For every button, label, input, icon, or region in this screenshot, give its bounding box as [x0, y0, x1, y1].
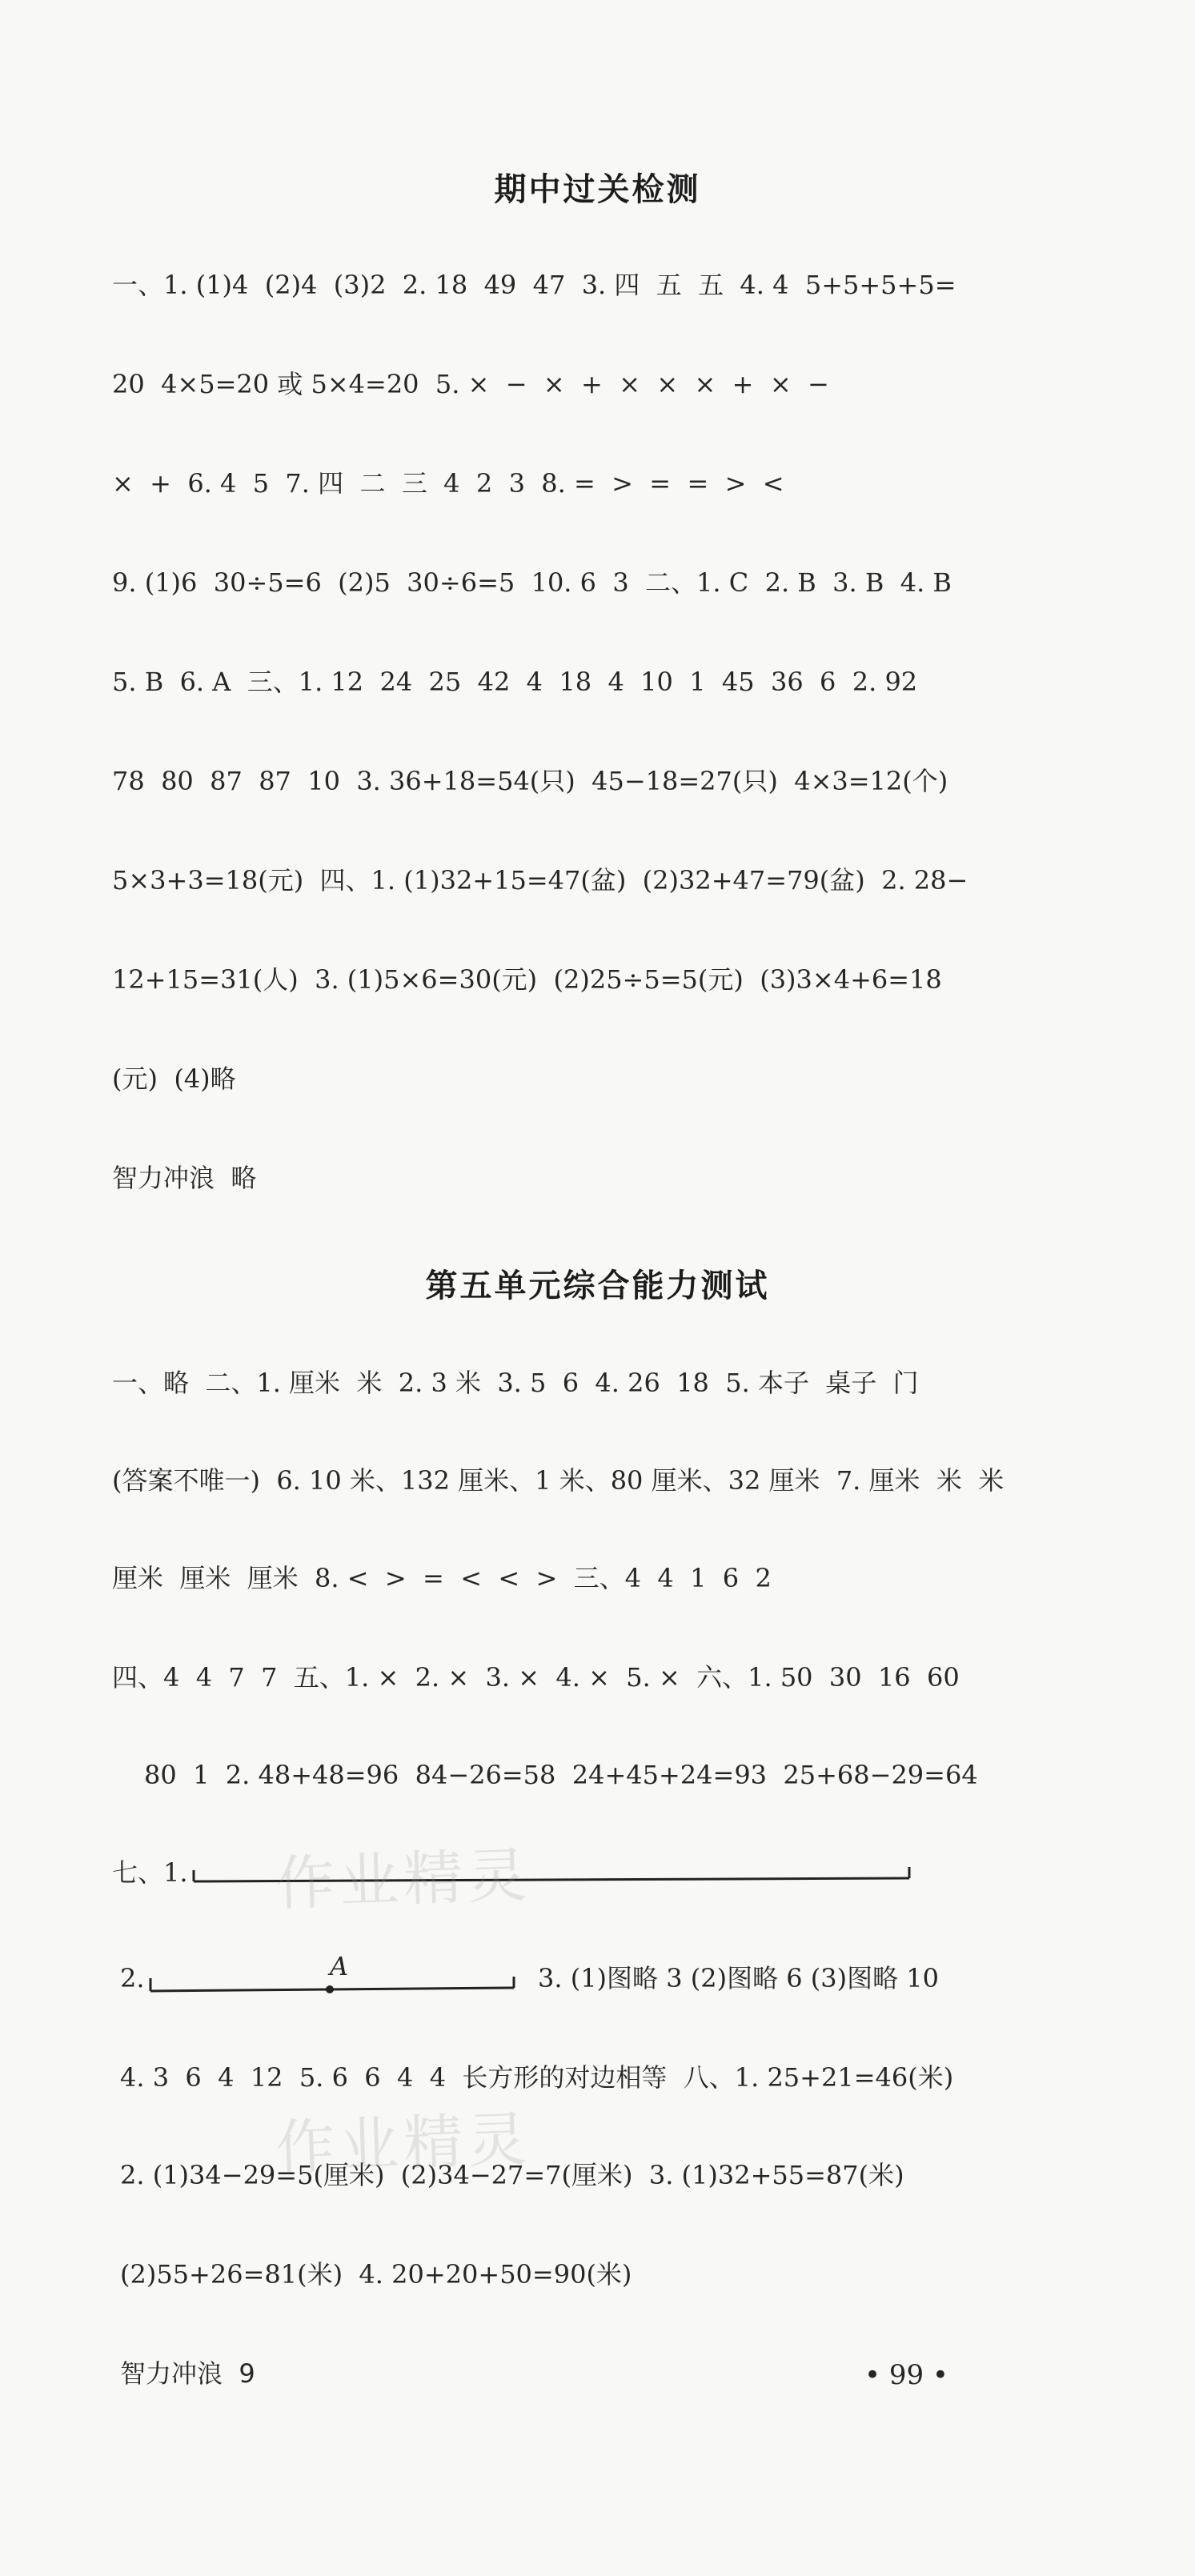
answer-line: 4. 3 6 4 12 5. 6 6 4 4 长方形的对边相等 八、1. 25+21=46(米) — [120, 2062, 954, 2093]
answer-line: 80 1 2. 48+48=96 84−26=58 24+45+24=93 25+68−29=64 — [144, 1760, 978, 1790]
answer-line: 一、略 二、1. 厘米 米 2. 3 米 3. 5 6 4. 26 18 5. 本子 桌子 门 — [112, 1368, 919, 1398]
answer-line: (2)55+26=81(米) 4. 20+20+50=90(米) — [120, 2259, 632, 2290]
answer-line: 9. (1)6 30÷5=6 (2)5 30÷6=5 10. 6 3 二、1. C 2. B 3. B 4. B — [112, 567, 952, 598]
q2-label: 2. — [120, 1963, 145, 1993]
answer-line: 78 80 87 87 10 3. 36+18=54(只) 45−18=27(只) 4×3=12(个) — [112, 766, 948, 796]
bonus-line: 智力冲浪 9 — [120, 2358, 255, 2389]
answer-line: 2. (1)34−29=5(厘米) (2)34−27=7(厘米) 3. (1)32+55=87(米) — [120, 2160, 904, 2190]
answer-line: 12+15=31(人) 3. (1)5×6=30(元) (2)25÷5=5(元) (3)3×4+6=18 — [112, 964, 942, 995]
answer-line: 3. (1)图略 3 (2)图略 6 (3)图略 10 — [538, 1963, 939, 1993]
answer-line: × + 6. 4 5 7. 四 二 三 4 2 3 8. = > = = > < — [112, 468, 784, 499]
page-number: • 99 • — [864, 2359, 948, 2391]
watermark: 作业精灵 — [274, 1841, 533, 1919]
answer-line: 一、1. (1)4 (2)4 (3)2 2. 18 49 47 3. 四 五 五 4. 4 5+5+5+5= — [112, 270, 956, 300]
answer-line: (答案不唯一) 6. 10 米、132 厘米、1 米、80 厘米、32 厘米 7. 厘米 米 米 — [112, 1465, 1005, 1496]
answer-line: 厘米 厘米 厘米 8. < > = < < > 三、4 4 1 6 2 — [112, 1563, 772, 1593]
watermark: 作业精灵 — [274, 2105, 533, 2183]
answer-line: 5. B 6. A 三、1. 12 24 25 42 4 18 4 10 1 45 36 6 2. 92 — [112, 667, 918, 697]
answer-line: 四、4 4 7 7 五、1. × 2. × 3. × 4. × 5. × 六、1. 50 30 16 60 — [112, 1662, 960, 1693]
point-a-label: A — [330, 1951, 349, 1981]
q7-1-label: 七、1. — [112, 1857, 188, 1888]
section-title-midterm: 期中过关检测 — [494, 171, 701, 208]
bonus-line: 智力冲浪 略 — [112, 1163, 257, 1193]
answer-line: 5×3+3=18(元) 四、1. (1)32+15=47(盆) (2)32+47=79(盆) 2. 28− — [112, 865, 968, 895]
answer-line: 20 4×5=20 或 5×4=20 5. × − × + × × × + × − — [112, 369, 829, 399]
section-title-unit5: 第五单元综合能力测试 — [425, 1268, 770, 1304]
answer-line: (元) (4)略 — [112, 1064, 236, 1094]
